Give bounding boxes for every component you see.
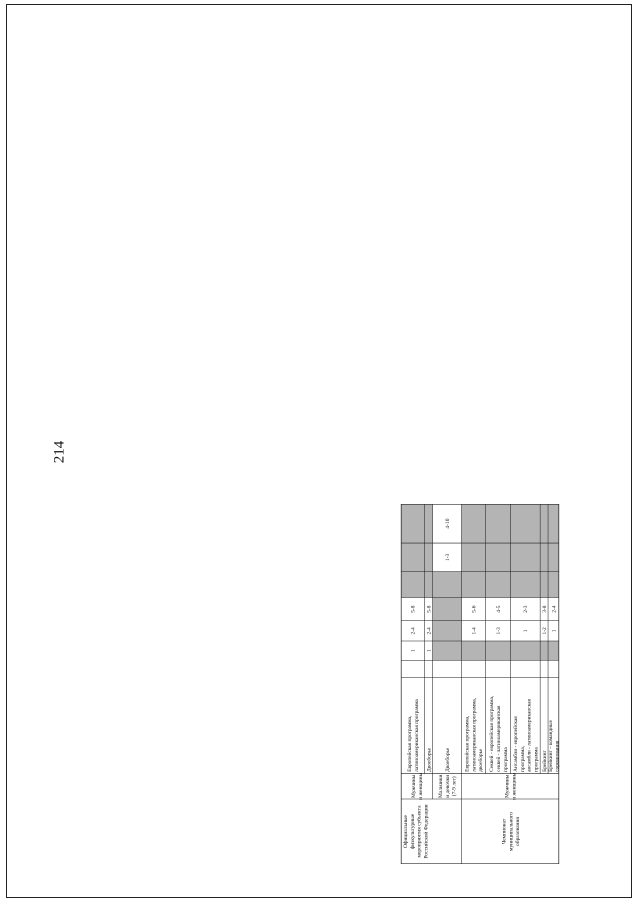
discipline-label: Европейская программа, [407, 715, 414, 772]
group-label: (7-9 лет) [451, 776, 458, 797]
shaded-cell [401, 543, 425, 572]
shaded-cell [433, 572, 462, 598]
event-header: Официальные [403, 815, 410, 849]
shaded-cell [540, 504, 548, 543]
discipline-label: латиноамериканская программа, [471, 697, 478, 772]
discipline-label: Европейская программа, [464, 715, 471, 772]
shaded-cell [511, 641, 540, 660]
shaded-cell [548, 641, 559, 660]
place-range: 2-4 [551, 605, 558, 613]
group-label: Мужчины [411, 774, 418, 798]
shaded-cell [486, 543, 511, 572]
shaded-cell [486, 572, 511, 598]
shaded-cell [548, 504, 559, 543]
championship-header: Чемпионат [501, 818, 508, 845]
place-range: 1 [426, 649, 433, 653]
shaded-cell [433, 598, 462, 621]
shaded-cell [511, 572, 540, 598]
shaded-cell [462, 543, 486, 572]
shaded-cell [486, 641, 511, 660]
group-label: и женщины [511, 772, 518, 800]
shaded-cell [401, 572, 425, 598]
place-range: 1 [410, 649, 417, 653]
shaded-cell [462, 504, 486, 543]
discipline-label: Брейкинг – командные [547, 719, 554, 772]
discipline-label: программа [533, 747, 540, 772]
shaded-cell [511, 504, 540, 543]
shaded-cell [433, 621, 462, 641]
discipline-label: Двоеборье [444, 747, 451, 772]
place-range: 2-3 [523, 605, 530, 613]
event-header: мероприятия субъекта [416, 805, 423, 858]
shaded-cell [548, 543, 559, 572]
discipline-label: программа [502, 747, 509, 772]
place-range: 1-3 [444, 553, 451, 561]
discipline-label: Двоеборье [426, 747, 433, 772]
group-label: и женщины [417, 772, 424, 800]
discipline-label: соревнования [554, 740, 561, 772]
group-label: Мальчики [438, 774, 445, 798]
discipline-label: секвей - латиноамериканская [495, 705, 502, 772]
shaded-cell [548, 572, 559, 598]
place-range: 2-4 [410, 627, 417, 635]
discipline-label: ансамбли - латиноамериканская [526, 699, 533, 772]
page-number-text: 214 [51, 440, 68, 464]
discipline-label: Ансамбли - европейская [512, 716, 519, 772]
group-label: и девочки [444, 774, 451, 798]
place-range: 4-5 [495, 605, 502, 613]
shaded-cell [540, 543, 548, 572]
shaded-cell [425, 504, 433, 543]
shaded-cell [425, 572, 433, 598]
event-header: физкультурные [409, 813, 416, 850]
place-range: 5-8 [426, 605, 433, 613]
shaded-cell [462, 641, 486, 660]
shaded-cell [462, 572, 486, 598]
championship-header: муниципального [508, 811, 515, 852]
event-header: Российской Федерации [423, 804, 430, 859]
discipline-label: программа, [519, 745, 526, 772]
place-range: 1 [551, 629, 558, 633]
discipline-label: двоеборье [478, 748, 485, 772]
place-range: 1-4 [471, 627, 478, 635]
group-label: Мужчины [504, 774, 511, 798]
place-range: 4-10 [444, 518, 451, 529]
place-range: 2-4 [426, 627, 433, 635]
shaded-cell [401, 504, 425, 543]
place-range: 1-2 [541, 627, 548, 635]
shaded-cell [425, 543, 433, 572]
shaded-cell [511, 543, 540, 572]
shaded-cell [540, 572, 548, 598]
discipline-label: латиноамериканская программа [413, 699, 420, 772]
place-range: 1-3 [495, 627, 502, 635]
place-range: 1 [523, 629, 530, 633]
shaded-cell [540, 641, 548, 660]
shaded-cell [486, 504, 511, 543]
place-range: 3-8 [541, 605, 548, 613]
results-table [70, 504, 640, 864]
shaded-cell [433, 641, 462, 660]
discipline-label: Брейкинг [541, 750, 548, 772]
championship-header: образования [515, 817, 522, 846]
discipline-label: Секвей - европейская программа, [489, 695, 496, 772]
place-range: 5-6 [471, 605, 478, 613]
place-range: 5-8 [410, 605, 417, 613]
